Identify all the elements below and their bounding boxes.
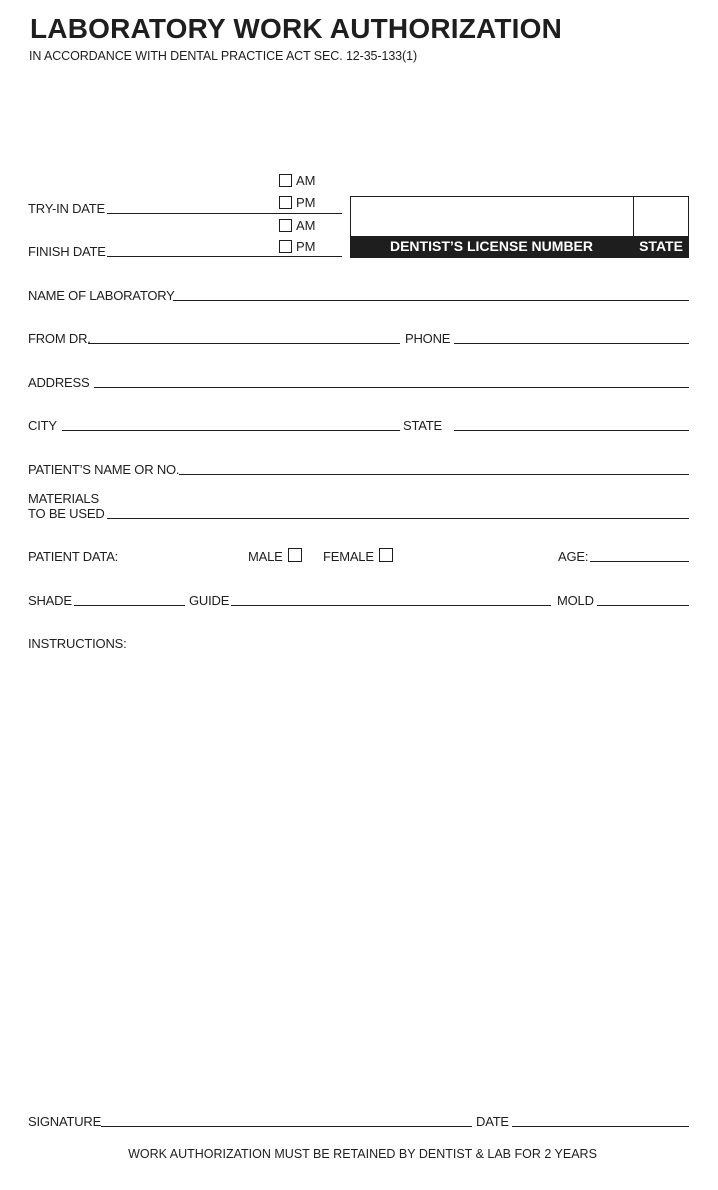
form-subtitle: IN ACCORDANCE WITH DENTAL PRACTICE ACT SEC. 12-35-133(1): [29, 49, 418, 63]
mold-label: MOLD: [557, 593, 594, 608]
try-in-pm-checkbox[interactable]: [279, 196, 292, 209]
try-in-am-label: AM: [296, 173, 316, 188]
materials-label-line2: TO BE USED: [28, 506, 105, 521]
female-checkbox[interactable]: [379, 548, 393, 562]
finish-date-label: FINISH DATE: [28, 244, 106, 259]
age-label: AGE:: [558, 549, 589, 564]
phone-field[interactable]: [454, 343, 689, 344]
female-label: FEMALE: [323, 549, 374, 564]
try-in-date-field[interactable]: [107, 213, 342, 214]
finish-pm-checkbox[interactable]: [279, 240, 292, 253]
instructions-area[interactable]: [28, 656, 689, 1096]
from-dr-field[interactable]: [88, 343, 400, 344]
state-label: STATE: [403, 418, 442, 433]
laboratory-field[interactable]: [173, 300, 689, 301]
finish-date-field[interactable]: [107, 256, 342, 257]
male-checkbox[interactable]: [288, 548, 302, 562]
date-field[interactable]: [512, 1126, 689, 1127]
address-field[interactable]: [94, 387, 689, 388]
guide-field[interactable]: [231, 605, 551, 606]
finish-pm-label: PM: [296, 239, 316, 254]
form-title: LABORATORY WORK AUTHORIZATION: [30, 13, 563, 44]
license-number-field[interactable]: [351, 197, 633, 235]
address-label: ADDRESS: [28, 375, 90, 390]
state-field[interactable]: [454, 430, 689, 431]
patient-name-label: PATIENT’S NAME OR NO.: [28, 462, 180, 477]
patient-data-label: PATIENT DATA:: [28, 549, 119, 564]
male-label: MALE: [248, 549, 283, 564]
materials-field[interactable]: [107, 518, 689, 519]
instructions-label: INSTRUCTIONS:: [28, 636, 127, 651]
retention-notice: WORK AUTHORIZATION MUST BE RETAINED BY DENTIST & LAB FOR 2 YEARS: [128, 1147, 597, 1161]
laboratory-label: NAME OF LABORATORY: [28, 288, 175, 303]
try-in-am-checkbox[interactable]: [279, 174, 292, 187]
date-label: DATE: [476, 1114, 509, 1129]
license-state-field[interactable]: [634, 197, 687, 235]
signature-label: SIGNATURE: [28, 1114, 102, 1129]
finish-am-label: AM: [296, 218, 316, 233]
patient-name-field[interactable]: [179, 474, 689, 475]
materials-label-line1: MATERIALS: [28, 491, 99, 506]
mold-field[interactable]: [597, 605, 689, 606]
license-state-label: STATE: [634, 236, 688, 257]
city-field[interactable]: [62, 430, 400, 431]
age-field[interactable]: [590, 561, 689, 562]
from-dr-label: FROM DR.: [28, 331, 91, 346]
try-in-pm-label: PM: [296, 195, 316, 210]
shade-label: SHADE: [28, 593, 72, 608]
license-number-label: DENTIST’S LICENSE NUMBER: [350, 236, 633, 257]
try-in-date-label: TRY-IN DATE: [28, 201, 106, 216]
city-label: CITY: [28, 418, 57, 433]
finish-am-checkbox[interactable]: [279, 219, 292, 232]
signature-field[interactable]: [101, 1126, 472, 1127]
shade-field[interactable]: [74, 605, 185, 606]
phone-label: PHONE: [405, 331, 451, 346]
guide-label: GUIDE: [189, 593, 230, 608]
